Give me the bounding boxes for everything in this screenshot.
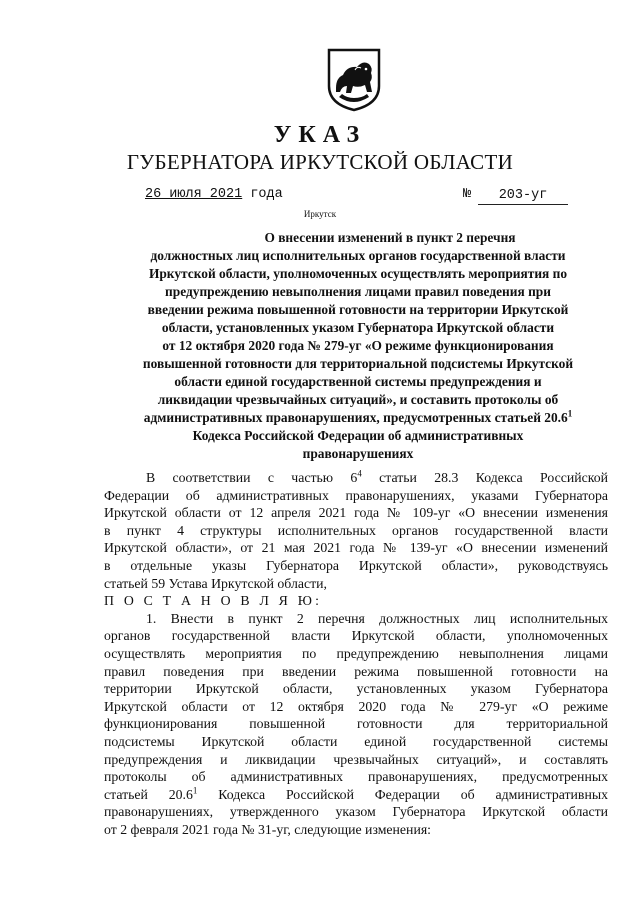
preamble-line: в пункт 4 структуры исполнительных органов государственной власти [104, 522, 608, 538]
heading-line: О внесении изменений в пункт 2 перечня [264, 230, 516, 245]
preamble-superscript: 4 [357, 468, 362, 479]
item1-line: от 2 февраля 2021 года № 31-уг, следующие изменения: [104, 821, 432, 837]
document-heading [108, 229, 608, 463]
item1-line: правил поведения при введении режима повышенной готовности на [104, 663, 608, 679]
date-suffix: года [250, 187, 283, 202]
preamble-line [104, 469, 608, 487]
heading-line: области, установленных указом Губернатора Иркутской области [161, 320, 555, 335]
preamble-line: Иркутской области от 12 апреля 2021 года № 109-уг «О внесении изменения [104, 505, 608, 521]
date-value: 26 июля 2021 [145, 187, 243, 202]
preamble-line: Иркутской области», от 21 мая 2021 года № 139-уг «О внесении изменений [104, 540, 608, 556]
heading-line: от 12 октября 2020 года № 279-уг «О режиме функционирования [162, 338, 554, 353]
heading-line: предупреждению невыполнения лицами правил поведения при [165, 284, 551, 299]
document-body [104, 469, 608, 838]
preamble-line: Федерации об административных правонарушениях, указами Губернатора [104, 487, 608, 503]
item1-line: Иркутской области от 12 октября 2020 года № 279-уг «О режиме [104, 698, 608, 714]
heading-line [108, 409, 608, 427]
heading-line: Кодекса Российской Федерации об административных [192, 428, 524, 443]
item1-line: осуществлять мероприятия по предупреждению невыполнения лицами [104, 645, 608, 661]
preamble-line: статьей 59 Устава Иркутской области, [104, 575, 327, 591]
item1-line: 1. Внести в пункт 2 перечня должностных лиц исполнительных [146, 610, 608, 626]
heading-line: должностных лиц исполнительных органов государственной власти [150, 248, 566, 263]
heading-superscript: 1 [567, 408, 573, 419]
decree-word: П О С Т А Н О В Л Я Ю: [104, 593, 323, 609]
item1-line: протоколы об административных правонарушениях, предусмотренных [104, 769, 608, 785]
item1-text: статьей 20.6 [104, 786, 193, 802]
item1-line: органов государственной власти Иркутской области, уполномоченных [104, 628, 608, 644]
item1-line: правонарушениях, утвержденного указом Губернатора Иркутской области [104, 804, 608, 820]
heading-line-text: административных правонарушениях, предусмотренных статьей 20.6 [143, 410, 568, 425]
document-number: 203-уг [478, 187, 568, 205]
number-sign: № [463, 187, 472, 202]
heading-line: ликвидации чрезвычайных ситуаций», и составить протоколы об [157, 392, 559, 407]
item1-text-tail: Кодекса Российской Федерации об административных [197, 786, 608, 802]
item1-line: предупреждения и ликвидации чрезвычайных ситуаций», и составлять [104, 751, 608, 767]
preamble-text: В соответствии с частью 6 [146, 470, 358, 485]
document-title: УКАЗ [273, 122, 367, 148]
coat-of-arms-icon [327, 48, 381, 112]
item1-superscript: 1 [192, 785, 198, 796]
heading-line: повышенной готовности для территориальной подсистемы Иркутской [142, 356, 574, 371]
heading-line: введении режима повышенной готовности на территории Иркутской [147, 302, 569, 317]
document-city: Иркутск [303, 209, 337, 219]
document-date [145, 187, 283, 202]
preamble-text-tail: статьи 28.3 Кодекса Российской [361, 470, 608, 485]
document-subtitle: ГУБЕРНАТОРА ИРКУТСКОЙ ОБЛАСТИ [126, 150, 514, 174]
heading-line: Иркутской области, уполномоченных осуществлять мероприятия по [148, 266, 568, 281]
heading-line: области единой государственной системы предупреждения и [174, 374, 542, 389]
item1-line: функционирования повышенной готовности для территориальной [104, 716, 608, 732]
item1-line [104, 786, 608, 804]
heading-line: правонарушениях [302, 446, 414, 461]
item1-line: подсистемы Иркутской области единой государственной системы [104, 733, 608, 749]
item1-line: территории Иркутской области, установленных указом Губернатора [104, 681, 608, 697]
preamble-line: в отдельные указы Губернатора Иркутской области», руководствуясь [104, 557, 608, 573]
